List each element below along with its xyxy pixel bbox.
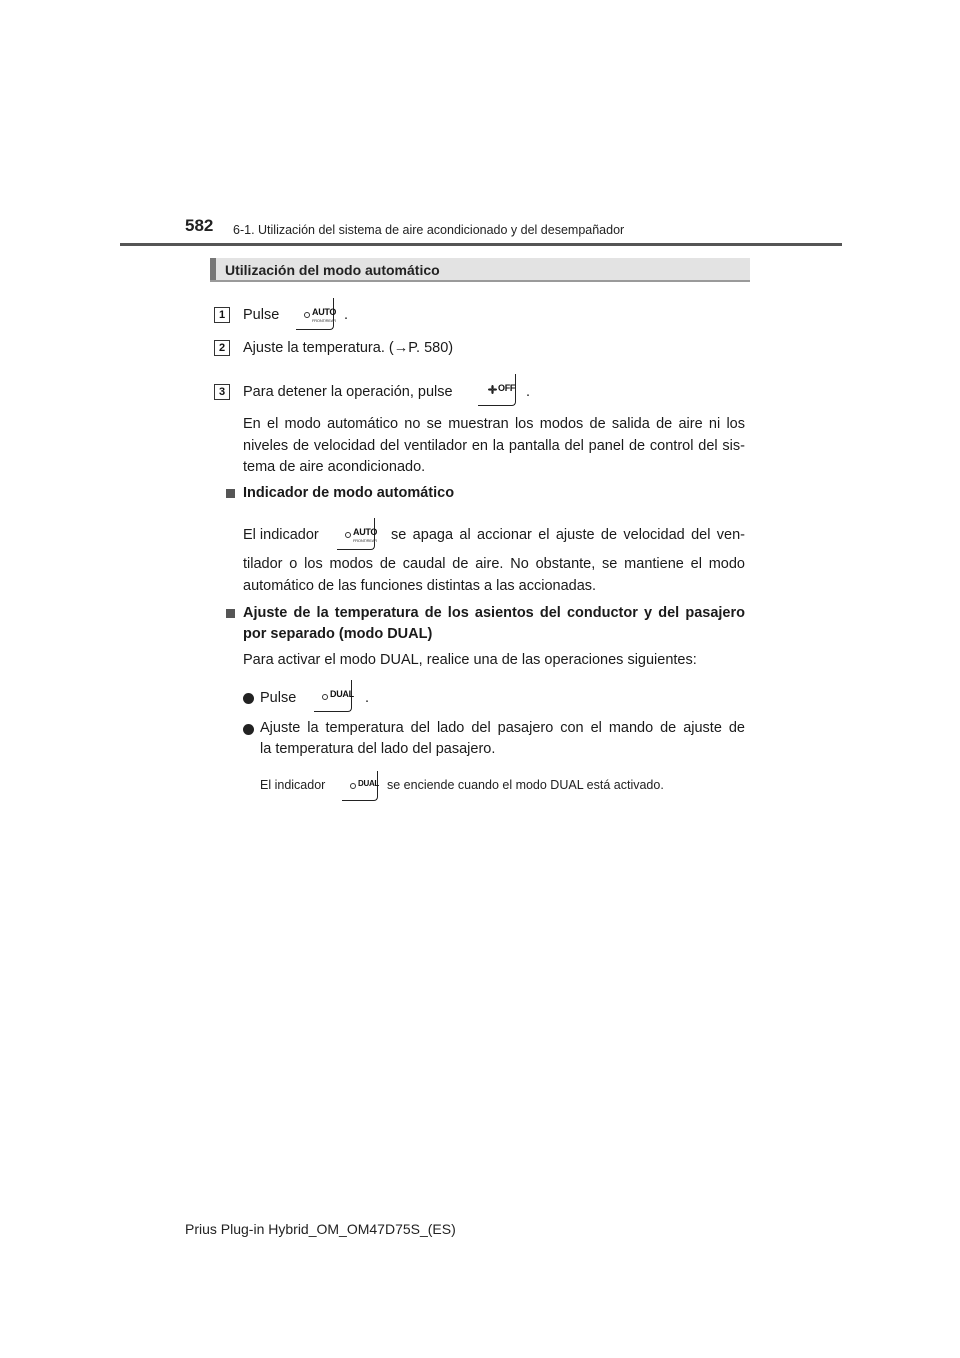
round-bullet-icon bbox=[243, 693, 254, 704]
dual-indicator-icon bbox=[342, 771, 378, 801]
section-heading bbox=[210, 258, 750, 282]
step-1-text: Pulse bbox=[243, 307, 280, 323]
square-bullet-icon bbox=[226, 609, 235, 618]
section-heading-text: Utilización del modo automático bbox=[225, 262, 440, 278]
auto-label: AUTO bbox=[312, 307, 337, 317]
bullet1-text: Pulse bbox=[260, 690, 297, 706]
sub1-line1-after: se apaga al accionar el ajuste de velocidad del ven- bbox=[391, 527, 745, 543]
note-after: se enciende cuando el modo DUAL está activado. bbox=[387, 778, 664, 792]
sub1-line2: tilador o los modos de caudal de aire. No obstante, se mantiene el modo bbox=[243, 556, 745, 572]
off-button-icon bbox=[478, 374, 516, 406]
paragraph-line-3: tema de aire acondicionado. bbox=[243, 459, 426, 475]
step-number-2: 2 bbox=[214, 340, 230, 356]
fan-icon bbox=[488, 385, 497, 394]
auto-label: AUTO bbox=[353, 527, 378, 537]
step-2-text: Ajuste la temperatura. (→P. 580) bbox=[243, 340, 454, 356]
section-title: 6-1. Utilización del sistema de aire acondicionado y del desempañador bbox=[233, 223, 625, 237]
sub1-line1-before: El indicador bbox=[243, 527, 319, 543]
step-1-period: . bbox=[344, 307, 349, 323]
round-bullet-icon bbox=[243, 724, 254, 735]
square-bullet-icon bbox=[226, 489, 235, 498]
subheading-dual-line1: Ajuste de la temperatura de los asientos del conductor y del pasajero bbox=[243, 605, 745, 621]
subheading-auto-indicator: Indicador de modo automático bbox=[243, 485, 455, 501]
dual-label: DUAL bbox=[358, 779, 380, 788]
bullet1-period: . bbox=[365, 690, 370, 706]
heading-accent bbox=[210, 258, 216, 280]
paragraph-line-1: En el modo automático no se muestran los modos de salida de aire ni los bbox=[243, 416, 745, 432]
step-3-text: Para detener la operación, pulse bbox=[243, 384, 453, 400]
indicator-led-icon bbox=[350, 783, 356, 789]
step-3-period: . bbox=[526, 384, 531, 400]
footer-doc-id: Prius Plug-in Hybrid_OM_OM47D75S_(ES) bbox=[185, 1221, 456, 1237]
paragraph-line-2: niveles de velocidad del ventilador en la pantalla del panel de control del sis- bbox=[243, 438, 745, 454]
step-number-1: 1 bbox=[214, 307, 230, 323]
subheading-dual-line2: por separado (modo DUAL) bbox=[243, 626, 433, 642]
auto-sublabel: FRONT/REAR bbox=[353, 538, 378, 543]
sub1-line3: automático de las funciones distintas a las accionadas. bbox=[243, 578, 597, 594]
indicator-led-icon bbox=[345, 532, 351, 538]
off-label: OFF bbox=[498, 383, 516, 393]
bullet2-line1: Ajuste la temperatura del lado del pasajero con el mando de ajuste de bbox=[260, 720, 745, 736]
indicator-led-icon bbox=[304, 312, 310, 318]
bullet2-line2: la temperatura del lado del pasajero. bbox=[260, 741, 496, 757]
note-before: El indicador bbox=[260, 778, 326, 792]
auto-indicator-icon bbox=[337, 518, 378, 550]
page-number: 582 bbox=[185, 216, 214, 235]
indicator-led-icon bbox=[322, 694, 328, 700]
dual-button-icon bbox=[314, 680, 352, 712]
header-divider bbox=[120, 243, 842, 246]
auto-button-icon bbox=[296, 298, 337, 330]
dual-intro: Para activar el modo DUAL, realice una de las operaciones siguientes: bbox=[243, 652, 697, 668]
auto-sublabel: FRONT/REAR bbox=[312, 318, 337, 323]
step-number-3: 3 bbox=[214, 384, 230, 400]
dual-label: DUAL bbox=[330, 689, 354, 699]
